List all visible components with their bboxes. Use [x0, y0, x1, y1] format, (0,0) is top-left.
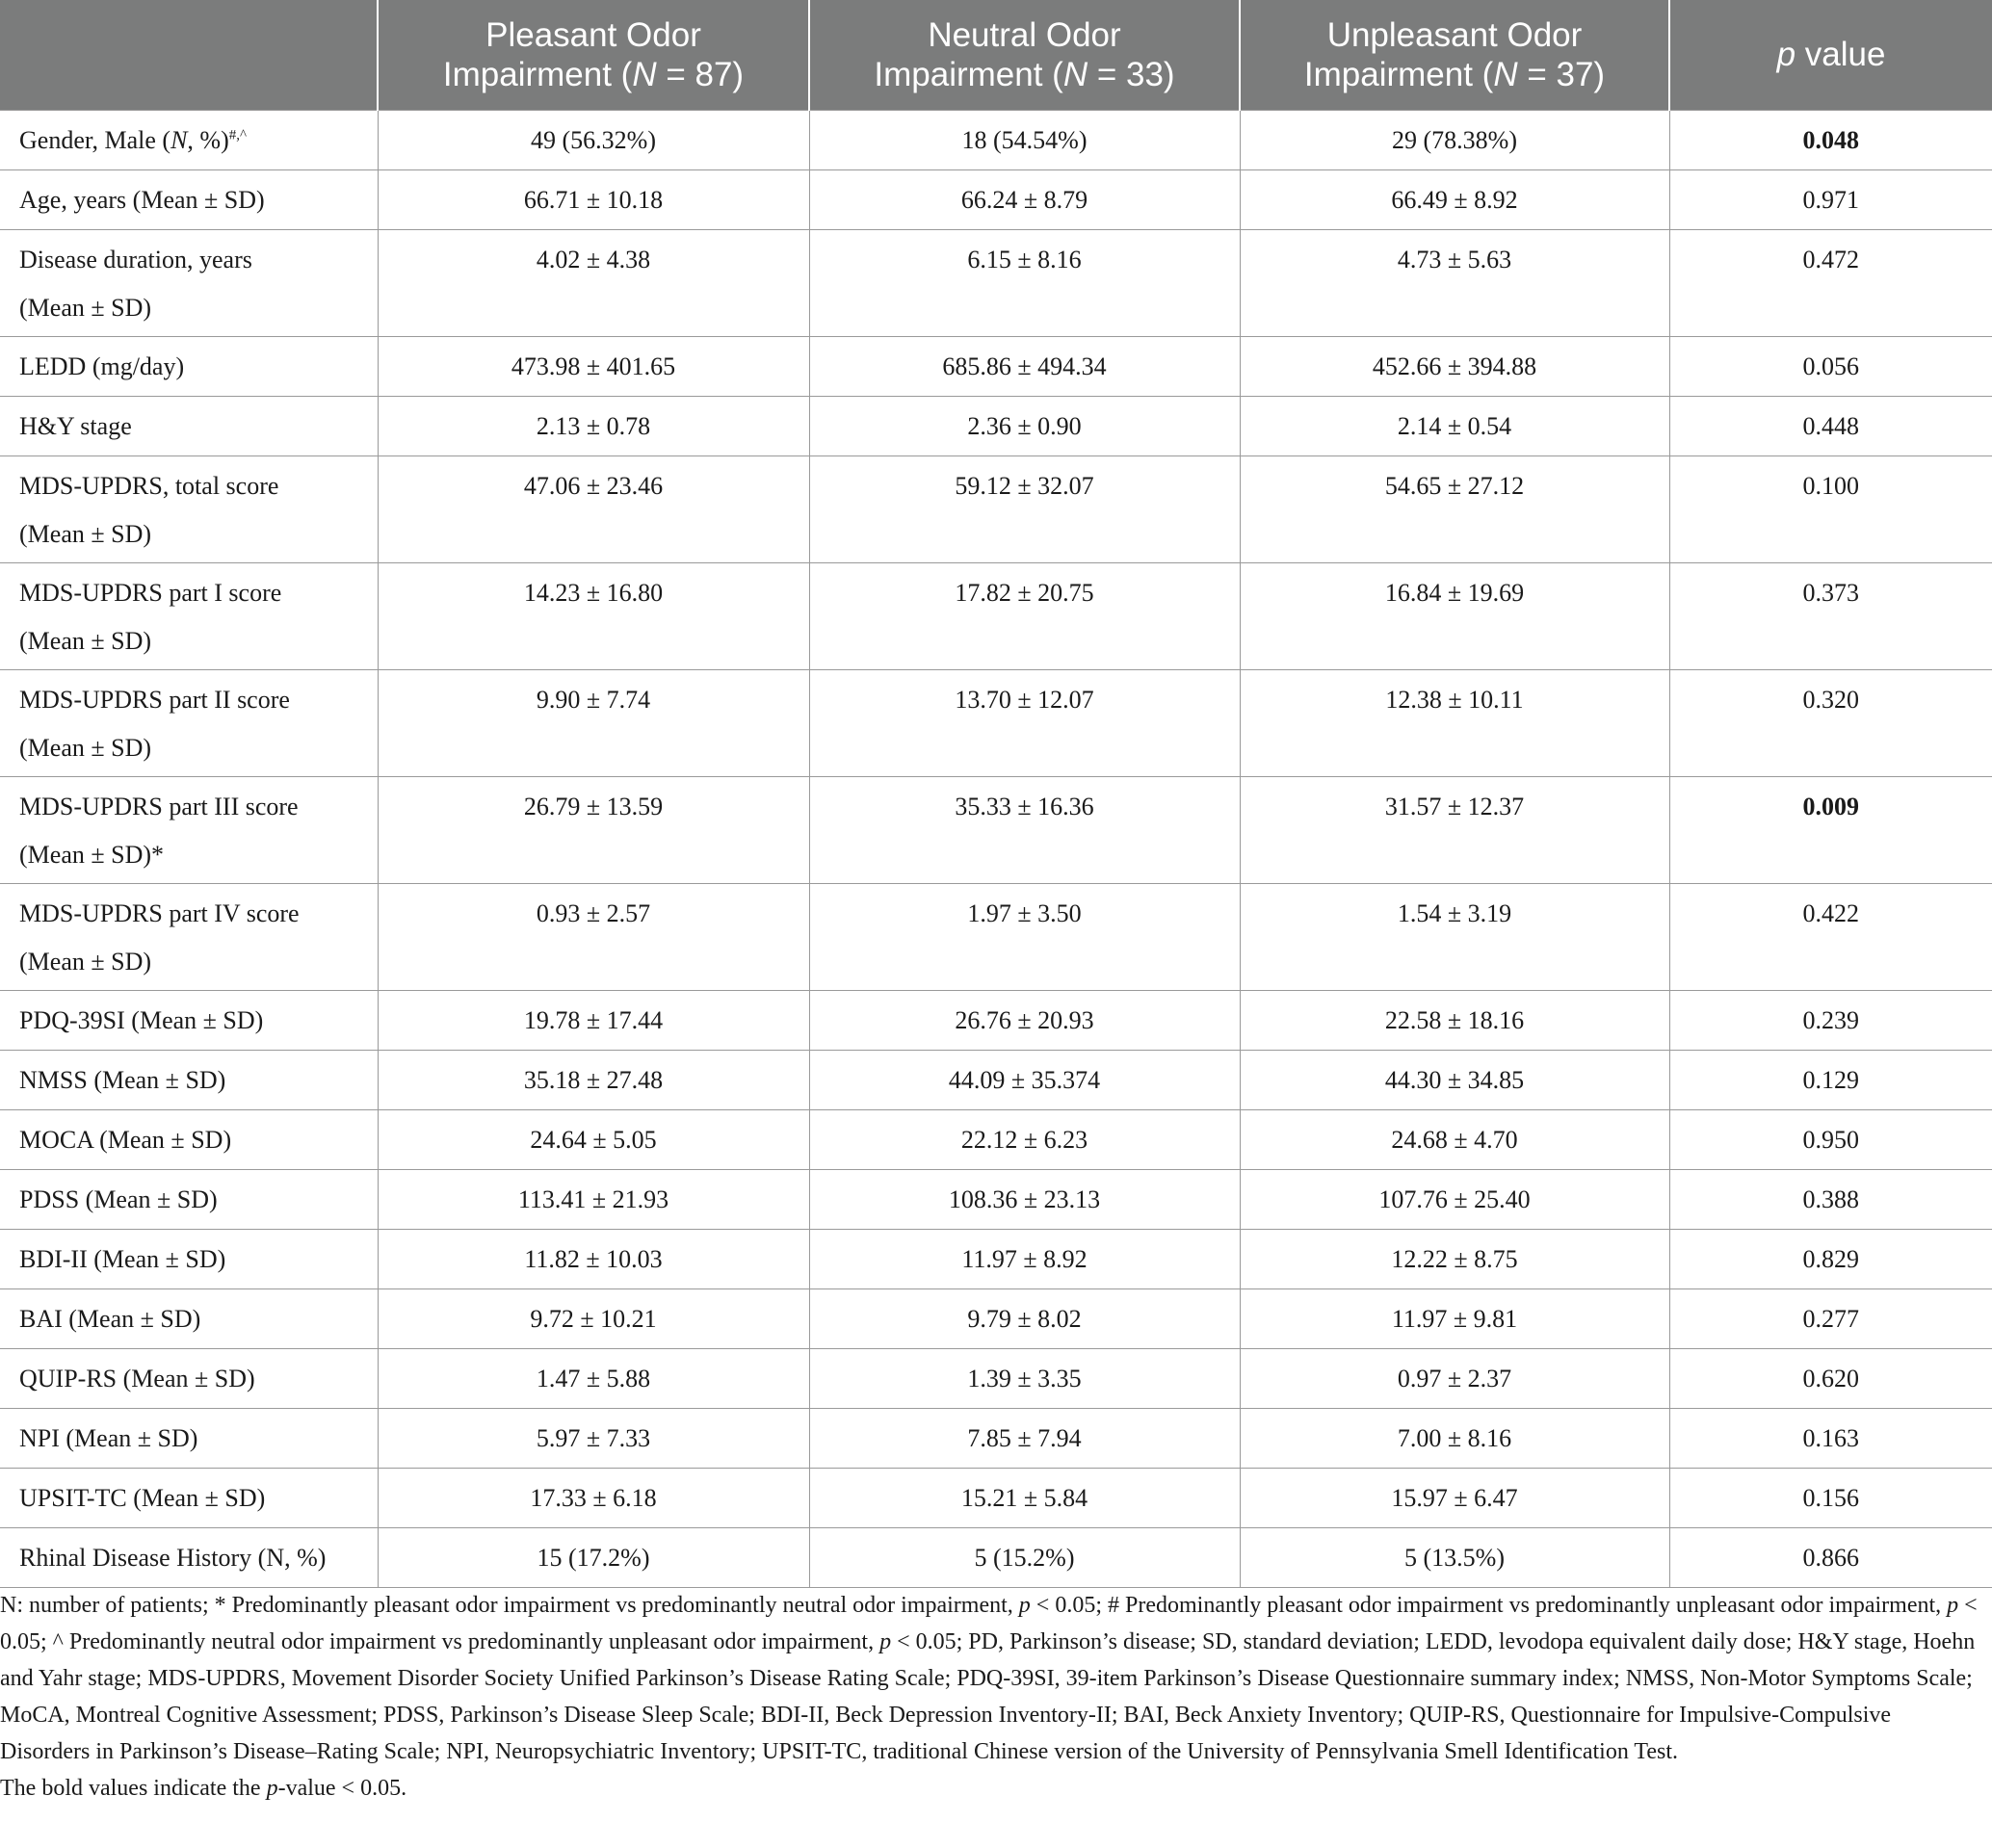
- cell-neutral: 108.36 ± 23.13: [809, 1169, 1240, 1229]
- header-neutral: [809, 0, 1240, 110]
- cell-p-value: 0.239: [1669, 990, 1992, 1050]
- cell-p-value: 0.971: [1669, 169, 1992, 229]
- cell-pleasant: 19.78 ± 17.44: [378, 990, 809, 1050]
- header-neutral-n: N: [1062, 55, 1088, 93]
- cell-pleasant: 9.72 ± 10.21: [378, 1288, 809, 1348]
- cell-p-value: 0.129: [1669, 1050, 1992, 1109]
- cell-neutral: 11.97 ± 8.92: [809, 1229, 1240, 1288]
- cell-p-value: 0.448: [1669, 396, 1992, 455]
- header-pleasant-line2a: Impairment (: [442, 55, 633, 93]
- cell-unpleasant: 7.00 ± 8.16: [1240, 1408, 1669, 1468]
- cell-pleasant: 473.98 ± 401.65: [378, 336, 809, 396]
- cell-neutral: 13.70 ± 12.07: [809, 669, 1240, 776]
- cell-neutral: 1.97 ± 3.50: [809, 883, 1240, 990]
- header-unpleasant-line2b: = 37): [1517, 55, 1606, 93]
- table-row-bai: [0, 1288, 1992, 1348]
- row-label-line2: (Mean ± SD): [19, 626, 152, 655]
- cell-pleasant: 49 (56.32%): [378, 110, 809, 169]
- footnote-p1: p: [1018, 1593, 1031, 1618]
- header-pleasant-line1: Pleasant Odor: [485, 15, 701, 54]
- row-label-n: N: [170, 125, 188, 154]
- row-label-line2: (Mean ± SD): [19, 293, 152, 322]
- row-label: PDSS (Mean ± SD): [0, 1169, 378, 1229]
- cell-p-value: 0.048: [1669, 110, 1992, 169]
- cell-p-value: 0.320: [1669, 669, 1992, 776]
- footnote-bold-a: The bold values indicate the: [0, 1776, 267, 1801]
- cell-neutral: 5 (15.2%): [809, 1527, 1240, 1587]
- table-row-mds-updrs-part1: [0, 562, 1992, 669]
- cell-p-value: 0.373: [1669, 562, 1992, 669]
- row-label-line2: (Mean ± SD): [19, 519, 152, 548]
- cell-unpleasant: 2.14 ± 0.54: [1240, 396, 1669, 455]
- row-label-line2: (Mean ± SD)*: [19, 840, 165, 869]
- cell-neutral: 26.76 ± 20.93: [809, 990, 1240, 1050]
- header-neutral-line2b: = 33): [1088, 55, 1175, 93]
- row-label-line2: (Mean ± SD): [19, 733, 152, 762]
- row-label-b: , %): [187, 125, 229, 154]
- table-row-upsit-tc: [0, 1468, 1992, 1527]
- row-label: [0, 776, 378, 883]
- cell-pleasant: 26.79 ± 13.59: [378, 776, 809, 883]
- cell-neutral: 15.21 ± 5.84: [809, 1468, 1240, 1527]
- cell-p-value: 0.277: [1669, 1288, 1992, 1348]
- cell-unpleasant: 16.84 ± 19.69: [1240, 562, 1669, 669]
- cell-pleasant: 24.64 ± 5.05: [378, 1109, 809, 1169]
- table-row-mds-updrs-part3: [0, 776, 1992, 883]
- table-row-mds-updrs-part4: [0, 883, 1992, 990]
- cell-pleasant: 35.18 ± 27.48: [378, 1050, 809, 1109]
- cell-unpleasant: 12.38 ± 10.11: [1240, 669, 1669, 776]
- cell-unpleasant: 452.66 ± 394.88: [1240, 336, 1669, 396]
- row-label: BAI (Mean ± SD): [0, 1288, 378, 1348]
- header-p-value: [1669, 0, 1992, 110]
- cell-unpleasant: 44.30 ± 34.85: [1240, 1050, 1669, 1109]
- footnote-bold-p: p: [266, 1776, 278, 1801]
- cell-unpleasant: 0.97 ± 2.37: [1240, 1348, 1669, 1408]
- cell-unpleasant: 11.97 ± 9.81: [1240, 1288, 1669, 1348]
- row-label: MOCA (Mean ± SD): [0, 1109, 378, 1169]
- row-label: LEDD (mg/day): [0, 336, 378, 396]
- header-pleasant-line2b: = 87): [656, 55, 745, 93]
- cell-pleasant: 14.23 ± 16.80: [378, 562, 809, 669]
- cell-neutral: 685.86 ± 494.34: [809, 336, 1240, 396]
- table-row-bdi2: [0, 1229, 1992, 1288]
- cell-unpleasant: 22.58 ± 18.16: [1240, 990, 1669, 1050]
- cell-unpleasant: 1.54 ± 3.19: [1240, 883, 1669, 990]
- header-p: p: [1776, 36, 1796, 74]
- footnote-abbreviations: [0, 1587, 1984, 1770]
- cell-pleasant: 113.41 ± 21.93: [378, 1169, 809, 1229]
- table-row-moca: [0, 1109, 1992, 1169]
- row-label-line1: MDS-UPDRS, total score: [19, 471, 279, 500]
- header-row: [0, 0, 1992, 110]
- table-row-rhinal-disease: [0, 1527, 1992, 1587]
- table-row-gender: [0, 110, 1992, 169]
- cell-unpleasant: 5 (13.5%): [1240, 1527, 1669, 1587]
- cell-p-value: 0.009: [1669, 776, 1992, 883]
- row-label-a: Gender, Male (: [19, 125, 171, 154]
- cell-pleasant: 15 (17.2%): [378, 1527, 809, 1587]
- cell-unpleasant: 29 (78.38%): [1240, 110, 1669, 169]
- row-label-sup: #,^: [228, 126, 248, 143]
- header-unpleasant-line2a: Impairment (: [1303, 55, 1494, 93]
- cell-neutral: 9.79 ± 8.02: [809, 1288, 1240, 1348]
- table-row-npi: [0, 1408, 1992, 1468]
- table-row-age: [0, 169, 1992, 229]
- header-pleasant-n: N: [632, 55, 657, 93]
- footnote-p2: p: [1947, 1593, 1959, 1618]
- cell-p-value: 0.156: [1669, 1468, 1992, 1527]
- table-row-disease-duration: [0, 229, 1992, 336]
- row-label-line1: MDS-UPDRS part III score: [19, 792, 299, 820]
- footnote-p3: p: [879, 1629, 892, 1654]
- cell-pleasant: 9.90 ± 7.74: [378, 669, 809, 776]
- cell-neutral: 1.39 ± 3.35: [809, 1348, 1240, 1408]
- row-label: Rhinal Disease History (N, %): [0, 1527, 378, 1587]
- cell-neutral: 35.33 ± 16.36: [809, 776, 1240, 883]
- row-label-line1: Disease duration, years: [19, 245, 252, 273]
- table-row-hy-stage: [0, 396, 1992, 455]
- cell-pleasant: 1.47 ± 5.88: [378, 1348, 809, 1408]
- cell-p-value: 0.950: [1669, 1109, 1992, 1169]
- header-pleasant: [378, 0, 809, 110]
- cell-neutral: 2.36 ± 0.90: [809, 396, 1240, 455]
- table-row-quip-rs: [0, 1348, 1992, 1408]
- cell-p-value: 0.388: [1669, 1169, 1992, 1229]
- row-label-line2: (Mean ± SD): [19, 947, 152, 976]
- footnote-bold-b: -value < 0.05.: [277, 1776, 407, 1801]
- row-label: [0, 883, 378, 990]
- cell-neutral: 18 (54.54%): [809, 110, 1240, 169]
- cell-pleasant: 66.71 ± 10.18: [378, 169, 809, 229]
- row-label-line1: MDS-UPDRS part II score: [19, 685, 290, 714]
- row-label: NPI (Mean ± SD): [0, 1408, 378, 1468]
- cell-unpleasant: 12.22 ± 8.75: [1240, 1229, 1669, 1288]
- row-label: H&Y stage: [0, 396, 378, 455]
- footnote-s3: < 0.05; ^ Predominantly neutral odor impairment vs predominantly unpleasant odor impairment,: [0, 1593, 1978, 1654]
- header-neutral-line1: Neutral Odor: [928, 15, 1121, 54]
- row-label: BDI-II (Mean ± SD): [0, 1229, 378, 1288]
- row-label: NMSS (Mean ± SD): [0, 1050, 378, 1109]
- footnote-s4: < 0.05; PD, Parkinson’s disease; SD, standard deviation; LEDD, levodopa equivalent daily dose; H&Y stage, Hoehn and Yahr stage; MDS-UPDRS, Movement Disorder Society Unified Parkinson’s Disease Rating Scale; PDQ-39SI, 39-item Parkinson’s Disease Questionnaire summary index; NMSS, Non-Motor Symptoms Scale; MoCA, Montreal Cognitive Assessment; PDSS, Parkinson’s Disease Sleep Scale; BDI-II, Beck Depression Inventory-II; BAI, Beck Anxiety Inventory; QUIP-RS, Questionnaire for Impulsive-Compulsive Disorders in Parkinson’s Disease–Rating Scale; NPI, Neuropsychiatric Inventory; UPSIT-TC, traditional Chinese version of the University of Pennsylvania Smell Identification Test.: [0, 1629, 1976, 1764]
- row-label: QUIP-RS (Mean ± SD): [0, 1348, 378, 1408]
- cell-p-value: 0.422: [1669, 883, 1992, 990]
- row-label: Age, years (Mean ± SD): [0, 169, 378, 229]
- cell-pleasant: 5.97 ± 7.33: [378, 1408, 809, 1468]
- row-label: [0, 669, 378, 776]
- cell-p-value: 0.620: [1669, 1348, 1992, 1408]
- row-label: [0, 229, 378, 336]
- row-label: [0, 455, 378, 562]
- cell-neutral: 22.12 ± 6.23: [809, 1109, 1240, 1169]
- cell-neutral: 44.09 ± 35.374: [809, 1050, 1240, 1109]
- row-label: UPSIT-TC (Mean ± SD): [0, 1468, 378, 1527]
- cell-p-value: 0.163: [1669, 1408, 1992, 1468]
- table-row-mds-updrs-total: [0, 455, 1992, 562]
- header-empty: [0, 0, 378, 110]
- table-row-ledd: [0, 336, 1992, 396]
- cell-unpleasant: 107.76 ± 25.40: [1240, 1169, 1669, 1229]
- cell-unpleasant: 24.68 ± 4.70: [1240, 1109, 1669, 1169]
- cell-p-value: 0.056: [1669, 336, 1992, 396]
- header-p-rest: value: [1795, 36, 1886, 74]
- row-label: [0, 110, 378, 169]
- cell-pleasant: 2.13 ± 0.78: [378, 396, 809, 455]
- cell-unpleasant: 4.73 ± 5.63: [1240, 229, 1669, 336]
- cell-neutral: 6.15 ± 8.16: [809, 229, 1240, 336]
- cell-neutral: 17.82 ± 20.75: [809, 562, 1240, 669]
- cell-unpleasant: 31.57 ± 12.37: [1240, 776, 1669, 883]
- table-footnote: [0, 1587, 1984, 1807]
- row-label-line1: MDS-UPDRS part I score: [19, 578, 282, 607]
- cell-p-value: 0.829: [1669, 1229, 1992, 1288]
- table-row-pdss: [0, 1169, 1992, 1229]
- header-unpleasant: [1240, 0, 1669, 110]
- cell-neutral: 7.85 ± 7.94: [809, 1408, 1240, 1468]
- table-row-nmss: [0, 1050, 1992, 1109]
- cell-p-value: 0.866: [1669, 1527, 1992, 1587]
- header-unpleasant-n: N: [1493, 55, 1518, 93]
- cell-pleasant: 17.33 ± 6.18: [378, 1468, 809, 1527]
- row-label: [0, 562, 378, 669]
- cell-neutral: 66.24 ± 8.79: [809, 169, 1240, 229]
- cell-pleasant: 4.02 ± 4.38: [378, 229, 809, 336]
- table-row-pdq39si: [0, 990, 1992, 1050]
- footnote-bold-note: [0, 1770, 1984, 1807]
- cell-pleasant: 47.06 ± 23.46: [378, 455, 809, 562]
- footnote-s1: N: number of patients; * Predominantly pleasant odor impairment vs predominantly neutral odor impairment,: [0, 1593, 1019, 1618]
- cell-pleasant: 0.93 ± 2.57: [378, 883, 809, 990]
- header-unpleasant-line1: Unpleasant Odor: [1326, 15, 1583, 54]
- cell-unpleasant: 66.49 ± 8.92: [1240, 169, 1669, 229]
- row-label-line1: MDS-UPDRS part IV score: [19, 898, 300, 927]
- row-label: PDQ-39SI (Mean ± SD): [0, 990, 378, 1050]
- cell-unpleasant: 54.65 ± 27.12: [1240, 455, 1669, 562]
- footnote-s2: < 0.05; # Predominantly pleasant odor impairment vs predominantly unpleasant odor impairment,: [1030, 1593, 1948, 1618]
- cell-p-value: 0.100: [1669, 455, 1992, 562]
- header-neutral-line2a: Impairment (: [874, 55, 1063, 93]
- cell-p-value: 0.472: [1669, 229, 1992, 336]
- cell-pleasant: 11.82 ± 10.03: [378, 1229, 809, 1288]
- cell-neutral: 59.12 ± 32.07: [809, 455, 1240, 562]
- table-row-mds-updrs-part2: [0, 669, 1992, 776]
- cell-unpleasant: 15.97 ± 6.47: [1240, 1468, 1669, 1527]
